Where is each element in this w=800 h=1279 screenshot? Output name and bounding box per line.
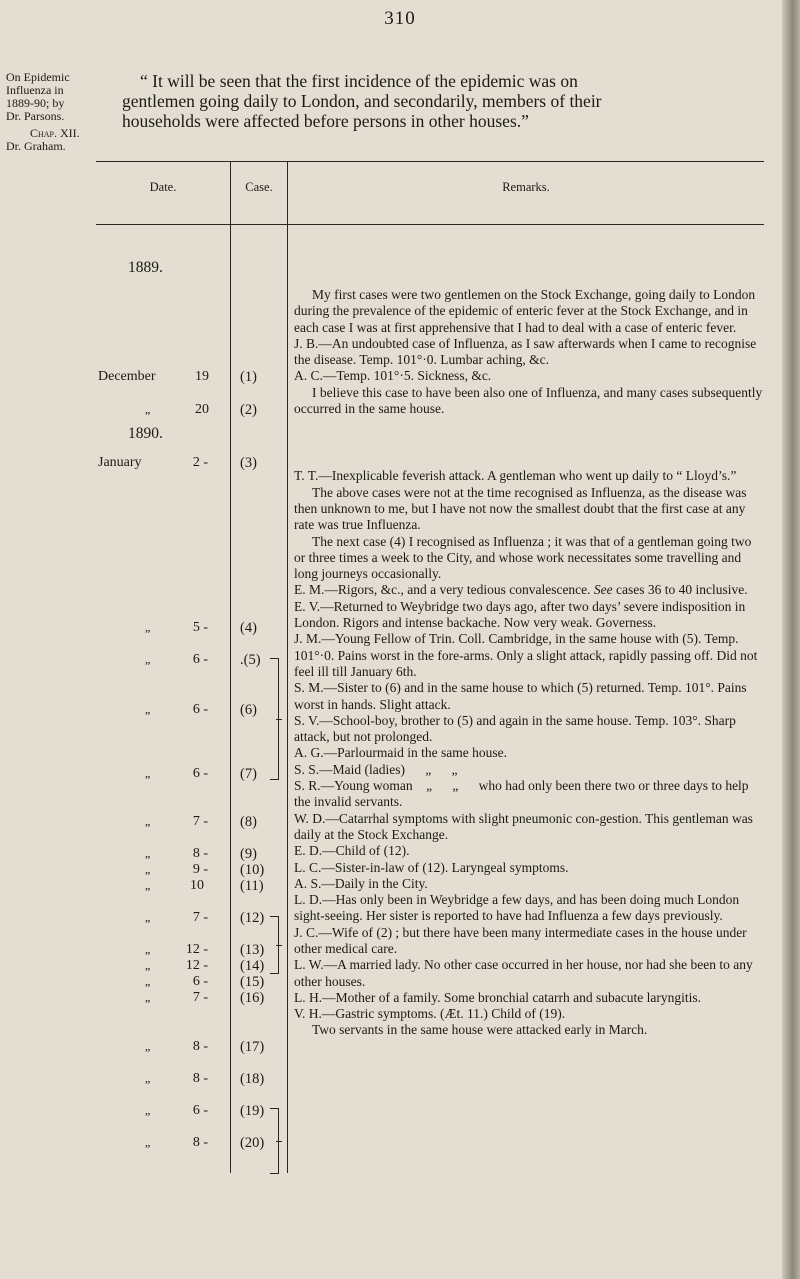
- column-divider-1: [230, 161, 231, 1173]
- date-month: „: [145, 1135, 151, 1149]
- date-day: 7 -: [192, 910, 208, 925]
- date-month: „: [145, 620, 151, 634]
- date-month: „: [145, 402, 151, 416]
- case-number: (1): [240, 369, 257, 385]
- quote-line: “ It will be seen that the first incidence of the epidemic was on: [140, 71, 578, 91]
- date-month: December: [98, 369, 156, 384]
- margin-note-line: On Epidemic: [6, 70, 70, 84]
- date-day: 19: [195, 369, 209, 384]
- remark-case-19: L. H.—Mother of a family. Some bronchial catarrh and subacute laryngitis.: [294, 989, 702, 1005]
- date-day: 20: [195, 402, 209, 417]
- date-day: 6 -: [192, 702, 208, 717]
- remark-case-8: S. V.—School-boy, brother to (5) and again in the same house. Temp. 103°. Sharp attack, but not prolonged.: [294, 712, 736, 745]
- date-month: „: [145, 1039, 151, 1053]
- case-number: (13): [240, 942, 265, 958]
- brace-19-20: [270, 1108, 279, 1174]
- remark-case-7: S. M.—Sister to (6) and in the same house to which (5) returned. Temp. 101°. Pains worst in hands. Slight attack.: [294, 680, 747, 712]
- case-number: (19): [240, 1103, 265, 1119]
- date-month: „: [145, 1071, 151, 1085]
- remark-case-15: A. S.—Daily in the City.: [294, 875, 428, 891]
- date-day: 9 -: [192, 862, 208, 877]
- case-number: (16): [240, 990, 265, 1006]
- column-divider-2: [287, 161, 288, 1173]
- margin-author: Dr. Graham.: [6, 139, 66, 153]
- date-day: 12 -: [185, 942, 208, 957]
- date-day: 6 -: [192, 974, 208, 989]
- remark-case-3-next: The next case (4) I recognised as Influenza ; it was that of a gentleman going two or three times a week to the City, and whose work necessitates some travelling and long journeys occasionally.: [294, 533, 752, 582]
- remark-case-2: A. C.—Temp. 101°·5. Sickness, &c.: [294, 368, 492, 384]
- year-label: 1889.: [128, 259, 163, 276]
- quote-line: gentlemen going daily to London, and secondarily, members of their: [122, 91, 602, 111]
- margin-note: [6, 71, 98, 153]
- case-number: (18): [240, 1071, 265, 1087]
- date-month: „: [145, 814, 151, 828]
- remark-case-2-note: I believe this case to have been also one of Influenza, and many cases subsequently occurred in the same house.: [294, 384, 763, 417]
- date-day: 7 -: [192, 814, 208, 829]
- brace-5-7: [270, 658, 279, 780]
- quote-line: households were affected before persons in other houses.”: [122, 111, 529, 131]
- page-number: 310: [384, 8, 416, 29]
- date-month: „: [145, 1103, 151, 1117]
- case-number: (17): [240, 1039, 265, 1055]
- remark-case-10: S. S.—Maid (ladies) „ „: [294, 761, 458, 777]
- date-day: 6 -: [192, 766, 208, 781]
- case-number: (14): [240, 958, 265, 974]
- case-number: (3): [240, 455, 257, 471]
- case-number: (8): [240, 814, 257, 830]
- intro-quote: [122, 71, 762, 131]
- remark-case-17: J. C.—Wife of (2) ; but there have been many intermediate cases in the house under other medical care.: [294, 924, 747, 956]
- remark-case-9: A. G.—Parlourmaid in the same house.: [294, 745, 507, 761]
- date-day: 12 -: [185, 958, 208, 973]
- table-top-rule: [96, 161, 764, 162]
- remark-case-20: V. H.—Gastric symptoms. (Æt. 11.) Child of (19).: [294, 1006, 566, 1022]
- case-number: (20): [240, 1135, 265, 1151]
- date-day: 8 -: [192, 1039, 208, 1054]
- remark-case-11: S. R.—Young woman „ „ who had only been there two or three days to help the invalid servants.: [294, 778, 752, 810]
- date-day: 5 -: [192, 620, 208, 635]
- date-month: „: [145, 990, 151, 1004]
- date-month: „: [145, 958, 151, 972]
- page-edge: [782, 0, 800, 1279]
- date-month: „: [145, 846, 151, 860]
- date-month: „: [145, 974, 151, 988]
- year-label: 1890.: [128, 425, 163, 442]
- remark-case-4: [294, 582, 764, 598]
- header-bottom-rule: [96, 224, 764, 225]
- case-number: (12): [240, 910, 265, 926]
- header-remarks: Remarks.: [502, 180, 550, 194]
- remark-case-3: T. T.—Inexplicable feverish attack. A gentleman who went up daily to “ Lloyd’s.”: [294, 468, 737, 484]
- margin-chapter: Chap. XII.: [30, 126, 80, 140]
- case-number: (9): [240, 846, 257, 862]
- header-case: Case.: [245, 180, 273, 194]
- date-day: 2 -: [192, 455, 208, 470]
- remarks-column: [294, 287, 764, 1039]
- remark-case-16: L. D.—Has only been in Weybridge a few days, and has been doing much London sight-seeing. Her sister is reported to have had Influenza a few days previously.: [294, 892, 740, 924]
- case-number: (15): [240, 974, 265, 990]
- date-day: 8 -: [192, 1071, 208, 1086]
- remark-case-12: W. D.—Catarrhal symptoms with slight pneumonic con-gestion. This gentleman was daily at the Stock Exchange.: [294, 810, 753, 842]
- date-day: 6 -: [192, 652, 208, 667]
- case-number: (10): [240, 862, 265, 878]
- date-day: 6 -: [192, 1103, 208, 1118]
- remark-case-6: J. M.—Young Fellow of Trin. Coll. Cambridge, in the same house with (5). Temp. 101°·0. Pains worst in the fore-arms. Only a slight attack, rapidly passing off. Did not feel ill till January 6th.: [294, 631, 758, 679]
- remark-case-18: L. W.—A married lady. No other case occurred in her house, nor had she been to any other houses.: [294, 957, 753, 989]
- header-date: Date.: [149, 180, 177, 194]
- remark-case-3-note: The above cases were not at the time recognised as Influenza, as the disease was then unknown to me, but I have not now the smallest doubt that the first case at any rate was true Influenza.: [294, 484, 747, 533]
- remark-case-4-end: cases 36 to 40 inclusive.: [616, 582, 748, 598]
- date-month: „: [145, 702, 151, 716]
- remark-case-14: L. C.—Sister-in-law of (12). Laryngeal symptoms.: [294, 859, 569, 875]
- date-day: 10: [190, 878, 204, 893]
- remark-case-4-see: See: [593, 582, 613, 598]
- case-number: (7): [240, 766, 257, 782]
- date-day: 7 -: [192, 990, 208, 1005]
- date-month: January: [98, 455, 142, 470]
- case-number: .(5): [240, 652, 261, 668]
- case-number: (11): [240, 878, 264, 894]
- margin-note-line: 1889-90; by: [6, 96, 65, 110]
- date-month: „: [145, 652, 151, 666]
- date-month: „: [145, 910, 151, 924]
- date-month: „: [145, 942, 151, 956]
- margin-note-line: Dr. Parsons.: [6, 109, 65, 123]
- remark-intro: My first cases were two gentlemen on the Stock Exchange, going daily to London during the prevalence of the epidemic of enteric fever at the Stock Exchange, and in each case I was at first apprehensive that I had to deal with a case of enteric fever.: [294, 287, 756, 335]
- margin-note-line: Influenza in: [6, 83, 64, 97]
- remark-case-5: E. V.—Returned to Weybridge two days ago, after two days’ severe indisposition in London. Rigors and intense backache. Now very weak. Governess.: [294, 598, 746, 631]
- date-month: „: [145, 878, 151, 892]
- date-day: 8 -: [192, 846, 208, 861]
- remark-case-1: J. B.—An undoubted case of Influenza, as I saw afterwards when I came to recognise the disease. Temp. 101°·0. Lumbar aching, &c.: [294, 335, 757, 368]
- date-month: „: [145, 862, 151, 876]
- date-day: 8 -: [192, 1135, 208, 1150]
- case-number: (6): [240, 702, 257, 718]
- remark-case-4-text: E. M.—Rigors, &c., and a very tedious convalescence.: [294, 582, 591, 598]
- case-number: (4): [240, 620, 257, 636]
- date-month: „: [145, 766, 151, 780]
- remarks-spacer: [294, 417, 764, 468]
- remark-case-20-note: Two servants in the same house were attacked early in March.: [312, 1022, 648, 1038]
- brace-12-14: [270, 916, 279, 974]
- remark-case-13: E. D.—Child of (12).: [294, 843, 410, 859]
- case-number: (2): [240, 402, 257, 418]
